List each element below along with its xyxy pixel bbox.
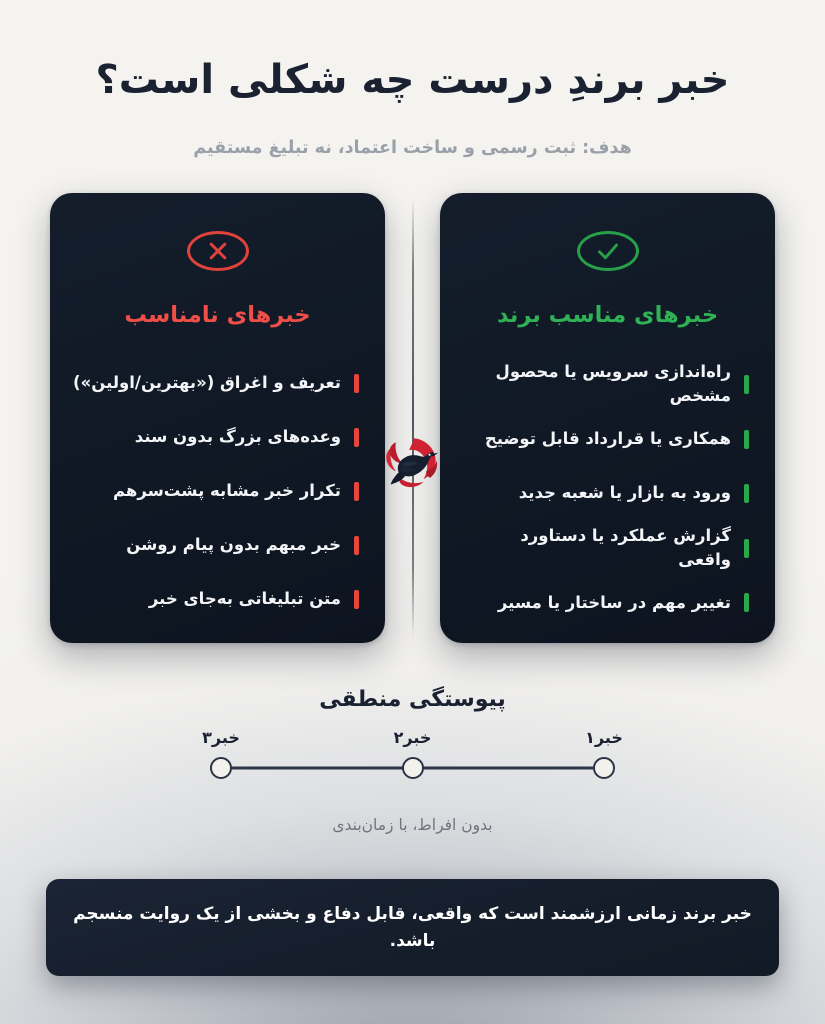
- bullet-marker-icon: [354, 374, 359, 393]
- list-item-label: راه‌اندازی سرویس یا محصول مشخص: [495, 362, 731, 406]
- vertical-divider: [412, 199, 414, 637]
- list-item-label: تغییر مهم در ساختار یا مسیر: [497, 593, 731, 613]
- list-item: [462, 356, 753, 412]
- timeline-node-label: خبر۲: [393, 728, 432, 748]
- bullet-marker-icon: [744, 430, 749, 449]
- good-card-heading: خبرهای مناسب برند: [496, 302, 719, 329]
- footer-banner: [46, 879, 779, 976]
- bullet-marker-icon: [744, 593, 749, 612]
- timeline-node: [393, 728, 432, 779]
- bullet-marker-icon: [354, 590, 359, 609]
- good-news-card: [440, 193, 775, 643]
- list-item-label: متن تبلیغاتی به‌جای خبر: [148, 589, 341, 609]
- bullet-marker-icon: [354, 536, 359, 555]
- timeline-node-label: خبر۳: [202, 728, 240, 748]
- bad-card-list: [72, 356, 363, 626]
- list-item: [72, 464, 363, 518]
- list-item: [462, 466, 753, 520]
- circle-check-icon: [577, 231, 639, 271]
- bullet-marker-icon: [744, 484, 749, 503]
- bullet-marker-icon: [354, 482, 359, 501]
- timeline: [202, 728, 623, 794]
- page-subtitle: هدف: ثبت رسمی و ساخت اعتماد، نه تبلیغ مستقیم: [193, 137, 632, 158]
- timeline-title: پیوستگی منطقی: [319, 687, 506, 713]
- bad-card-heading: خبرهای نامناسب: [124, 302, 311, 329]
- phoenix-bird-logo-icon: [380, 429, 446, 495]
- comparison-cards: [0, 193, 825, 643]
- footer-text: خبر برند زمانی ارزشمند است که واقعی، قابل دفاع و بخشی از یک روایت منسجم باشد.: [73, 904, 752, 951]
- bad-news-card: [50, 193, 385, 643]
- list-item-label: خبر مبهم بدون پیام روشن: [126, 535, 341, 555]
- list-item: [72, 572, 363, 626]
- list-item: [72, 518, 363, 572]
- list-item-label: همکاری یا قرارداد قابل توضیح: [484, 429, 731, 449]
- page-title: خبر برندِ درست چه شکلی است؟: [95, 57, 730, 103]
- bullet-marker-icon: [744, 539, 749, 558]
- list-item: [462, 520, 753, 576]
- list-item: [72, 356, 363, 410]
- good-card-list: [462, 356, 753, 630]
- list-item: [462, 576, 753, 630]
- circle-x-icon: [187, 231, 249, 271]
- bullet-marker-icon: [744, 375, 749, 394]
- list-item-label: وعده‌های بزرگ بدون سند: [134, 427, 341, 447]
- list-item: [462, 412, 753, 466]
- list-item: [72, 410, 363, 464]
- bullet-marker-icon: [354, 428, 359, 447]
- list-item-label: تکرار خبر مشابه پشت‌سرهم: [112, 481, 341, 501]
- list-item-label: ورود به بازار یا شعبه جدید: [518, 483, 731, 503]
- timeline-node: [585, 728, 623, 779]
- timeline-node-label: خبر۱: [585, 728, 623, 748]
- timeline-node: [202, 728, 240, 779]
- timeline-caption: بدون افراط، با زمان‌بندی: [332, 816, 493, 835]
- list-item-label: گزارش عملکرد یا دستاورد واقعی: [520, 526, 731, 570]
- header: [0, 0, 825, 161]
- timeline-section: [0, 687, 825, 834]
- list-item-label: تعریف و اغراق («بهترین/اولین»): [73, 373, 341, 393]
